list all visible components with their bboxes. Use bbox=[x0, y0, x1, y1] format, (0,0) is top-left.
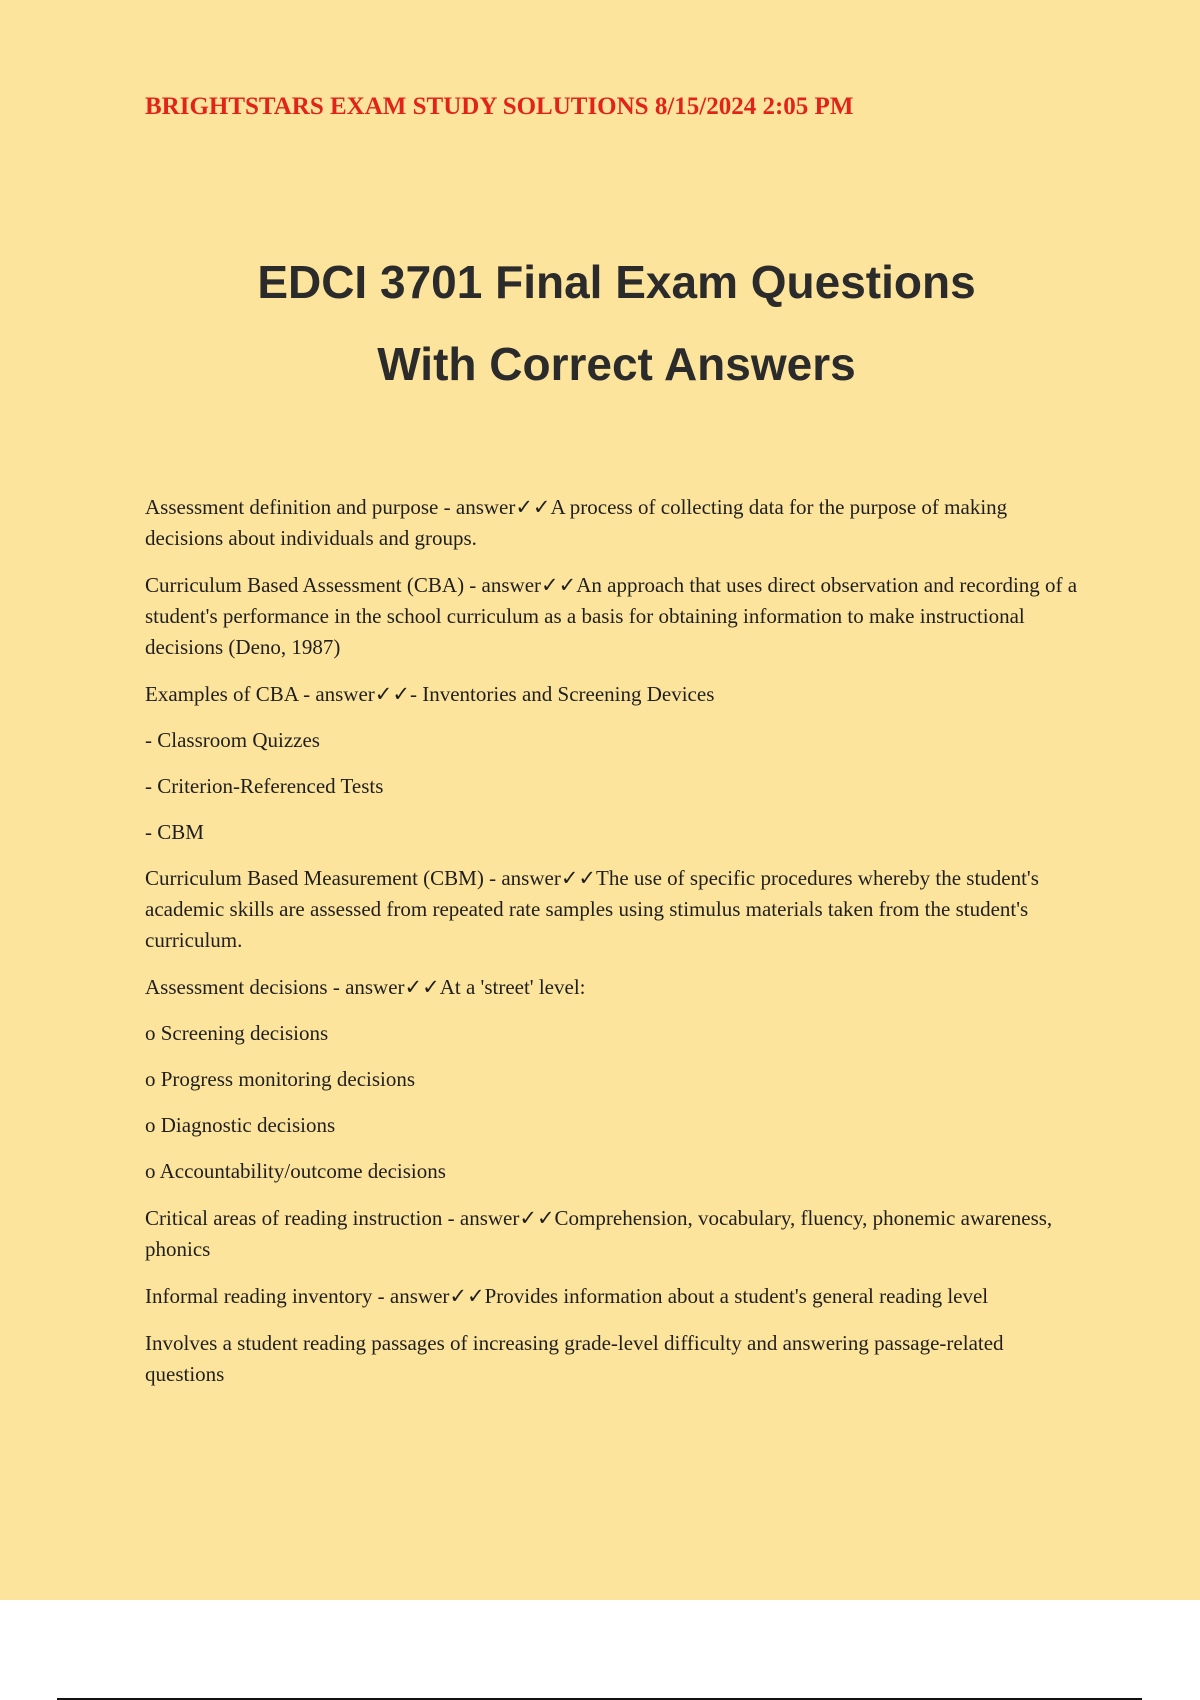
paragraph-cba: Curriculum Based Assessment (CBA) - answer✓✓An approach that uses direct observation and recording of a student's performance in the school curriculum as a basis for obtaining information to make instructional decisions (Deno, 1987) bbox=[145, 573, 1078, 659]
header-banner: BRIGHTSTARS EXAM STUDY SOLUTIONS 8/15/2024 2:05 PM bbox=[145, 93, 854, 120]
paragraph-assessment-decisions: Assessment decisions - answer✓✓At a 'street' level: bbox=[145, 975, 586, 999]
document-title-line-1: EDCI 3701 Final Exam Questions bbox=[257, 256, 976, 308]
list-item: o Screening decisions bbox=[145, 1021, 329, 1045]
list-item: - Classroom Quizzes bbox=[145, 728, 320, 752]
list-item: o Progress monitoring decisions bbox=[145, 1067, 416, 1091]
paragraph-critical-areas: Critical areas of reading instruction - answer✓✓Comprehension, vocabulary, fluency, phonemic awareness, phonics bbox=[145, 1206, 1053, 1261]
paragraph-cbm: Curriculum Based Measurement (CBM) - answer✓✓The use of specific procedures whereby the student's academic skills are assessed from repeated rate samples using stimulus materials taken from the student's curriculum. bbox=[145, 866, 1039, 952]
document-title-line-2: With Correct Answers bbox=[377, 338, 856, 390]
list-item: - Criterion-Referenced Tests bbox=[145, 774, 384, 798]
document-body bbox=[145, 492, 1085, 1406]
paragraph-assessment-definition: Assessment definition and purpose - answer✓✓A process of collecting data for the purpose of making decisions about individuals and groups. bbox=[145, 495, 1008, 550]
paragraph-examples-of-cba: Examples of CBA - answer✓✓- Inventories and Screening Devices bbox=[145, 682, 715, 706]
list-item: - CBM bbox=[145, 820, 204, 844]
paragraph-informal-reading-inventory: Informal reading inventory - answer✓✓Provides information about a student's general reading level bbox=[145, 1284, 989, 1308]
list-item: o Diagnostic decisions bbox=[145, 1113, 336, 1137]
list-item: o Accountability/outcome decisions bbox=[145, 1159, 446, 1183]
paragraph-passages: Involves a student reading passages of increasing grade-level difficulty and answering passage-related questions bbox=[145, 1331, 1004, 1386]
